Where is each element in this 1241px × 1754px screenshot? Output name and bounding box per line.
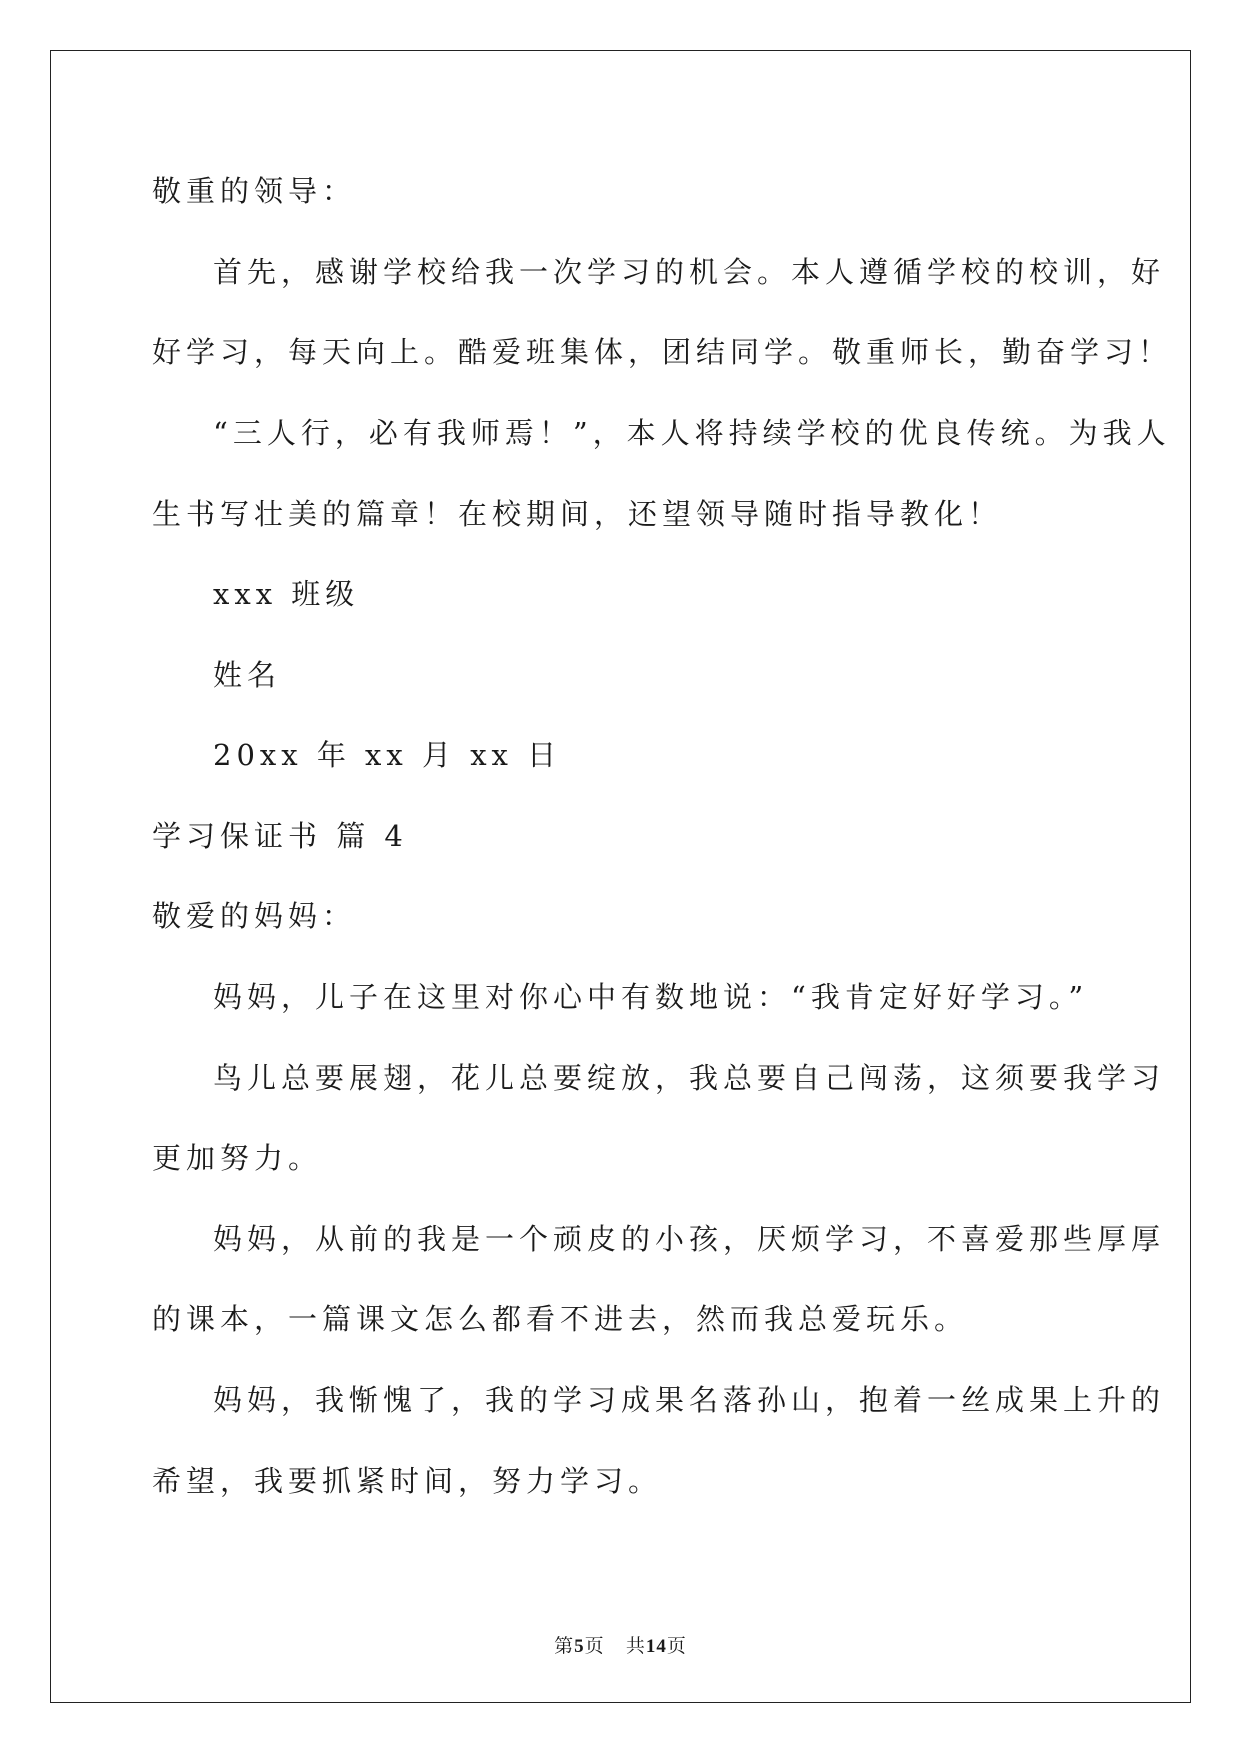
section-heading: 学习保证书 篇 4 xyxy=(152,819,408,853)
paragraph-line: 的课本，一篇课文怎么都看不进去，然而我总爱玩乐。 xyxy=(152,1302,969,1336)
salutation-mother: 敬爱的妈妈： xyxy=(152,899,357,933)
signature-class: xxx 班级 xyxy=(213,577,360,611)
paragraph-line: 更加努力。 xyxy=(152,1141,323,1175)
paragraph-line: 首先，感谢学校给我一次学习的机会。本人遵循学校的校训，好 xyxy=(213,255,1166,289)
paragraph-line: 妈妈，儿子在这里对你心中有数地说：“我肯定好好学习。” xyxy=(213,980,1089,1014)
paragraph-line: 妈妈，从前的我是一个顽皮的小孩，厌烦学习，不喜爱那些厚厚 xyxy=(213,1222,1166,1256)
page-footer xyxy=(0,1631,1241,1658)
paragraph-line: 生书写壮美的篇章！在校期间，还望领导随时指导教化！ xyxy=(152,497,1003,531)
paragraph-line: 好学习，每天向上。酷爱班集体，团结同学。敬重师长，勤奋学习！ xyxy=(152,335,1173,369)
signature-date: 20xx 年 xx 月 xx 日 xyxy=(213,738,562,772)
footer-page-unit: 页 xyxy=(584,1635,605,1657)
paragraph-line: 鸟儿总要展翅，花儿总要绽放，我总要自己闯荡，这须要我学习 xyxy=(213,1061,1166,1095)
footer-total-prefix: 共 xyxy=(625,1635,646,1657)
signature-name: 姓名 xyxy=(213,658,282,692)
total-page-count: 14 xyxy=(645,1636,667,1657)
current-page-number: 5 xyxy=(574,1636,585,1657)
salutation-leader: 敬重的领导： xyxy=(152,174,357,208)
paragraph-line: “三人行，必有我师焉！”，本人将持续学校的优良传统。为我人 xyxy=(213,416,1171,450)
paragraph-line: 妈妈，我惭愧了，我的学习成果名落孙山，抱着一丝成果上升的 xyxy=(213,1383,1166,1417)
footer-total-unit: 页 xyxy=(666,1635,687,1657)
paragraph-line: 希望，我要抓紧时间，努力学习。 xyxy=(152,1464,663,1498)
page-border xyxy=(50,50,1191,1703)
footer-prefix: 第 xyxy=(554,1635,575,1657)
